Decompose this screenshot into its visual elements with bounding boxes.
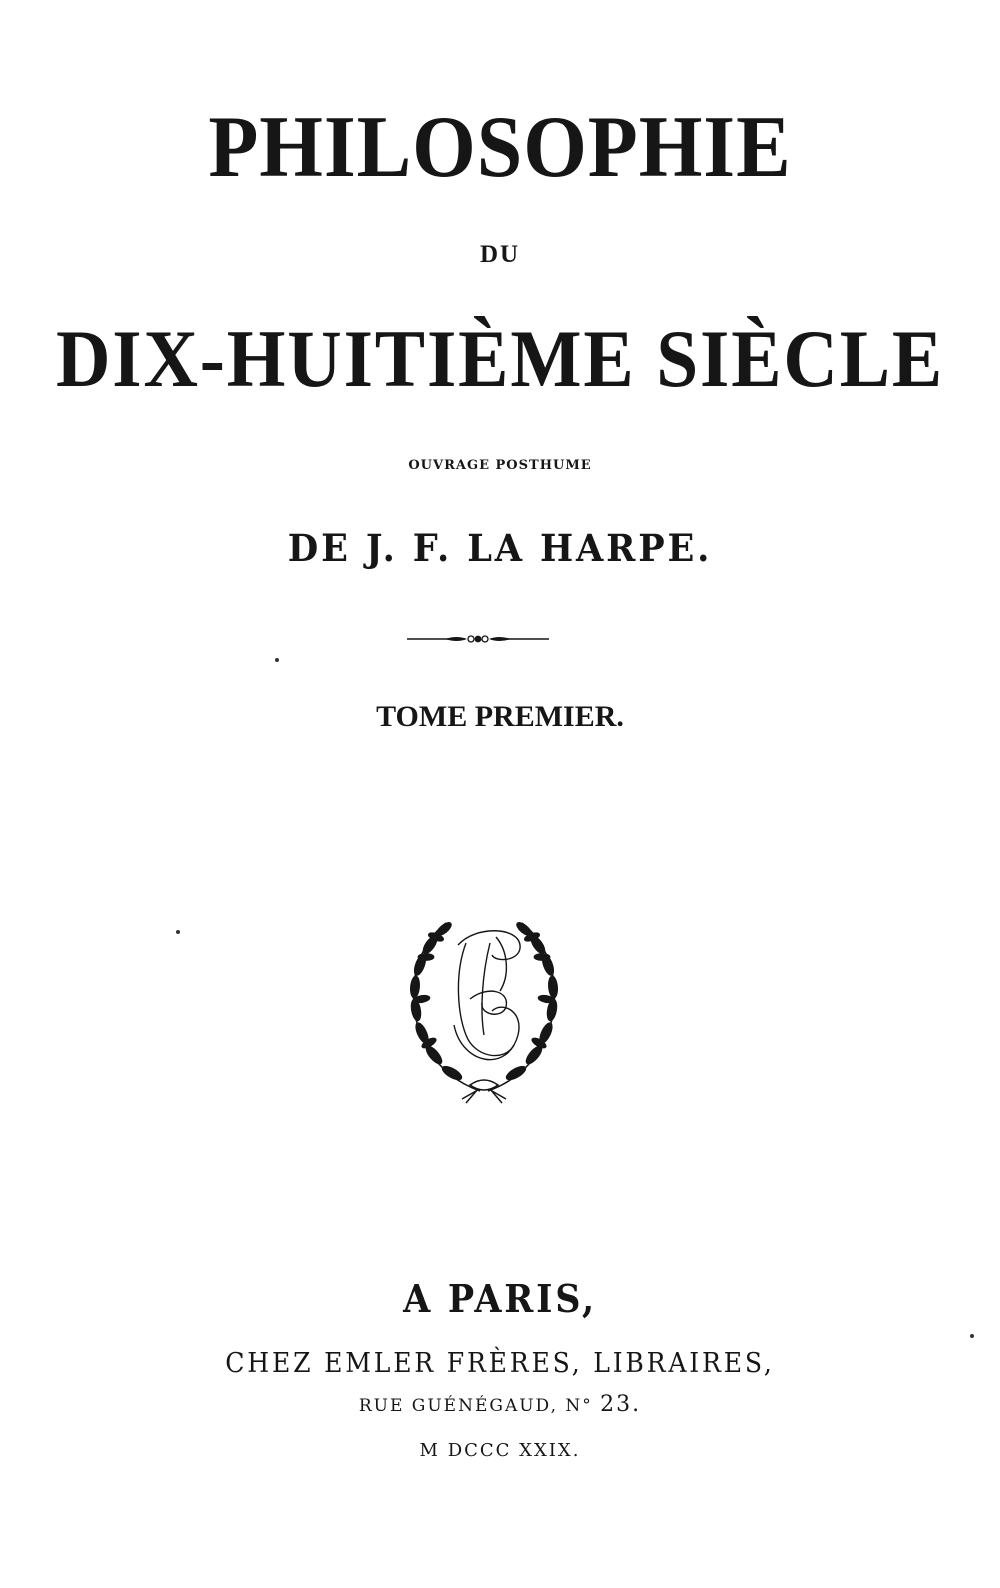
work-type-label: OUVRAGE POSTHUME (408, 458, 592, 473)
imprint-address-street: RUE GUÉNÉGAUD, N° (358, 1396, 593, 1416)
title-line-1: PHILOSOPHIE (208, 99, 792, 196)
publisher-wreath-monogram-icon (396, 915, 572, 1107)
imprint-address-number: 23. (600, 1392, 642, 1417)
imprint-address (0, 1394, 1000, 1416)
paper-speck (970, 1334, 974, 1338)
title-line-2: DIX-HUITIÈME SIÈCLE (55, 313, 945, 404)
volume-label: TOME PREMIER. (376, 700, 624, 733)
paper-speck (275, 658, 279, 662)
imprint-year: M DCCC XXIX. (419, 1440, 581, 1461)
author-line: DE J. F. LA HARPE. (287, 526, 713, 570)
imprint-city: A PARIS, (403, 1276, 597, 1321)
paper-speck (176, 930, 180, 934)
divider-ornament-icon (405, 632, 551, 646)
title-connector: DU (479, 241, 521, 268)
imprint-publisher: CHEZ EMLER FRÈRES, LIBRAIRES, (225, 1348, 775, 1379)
